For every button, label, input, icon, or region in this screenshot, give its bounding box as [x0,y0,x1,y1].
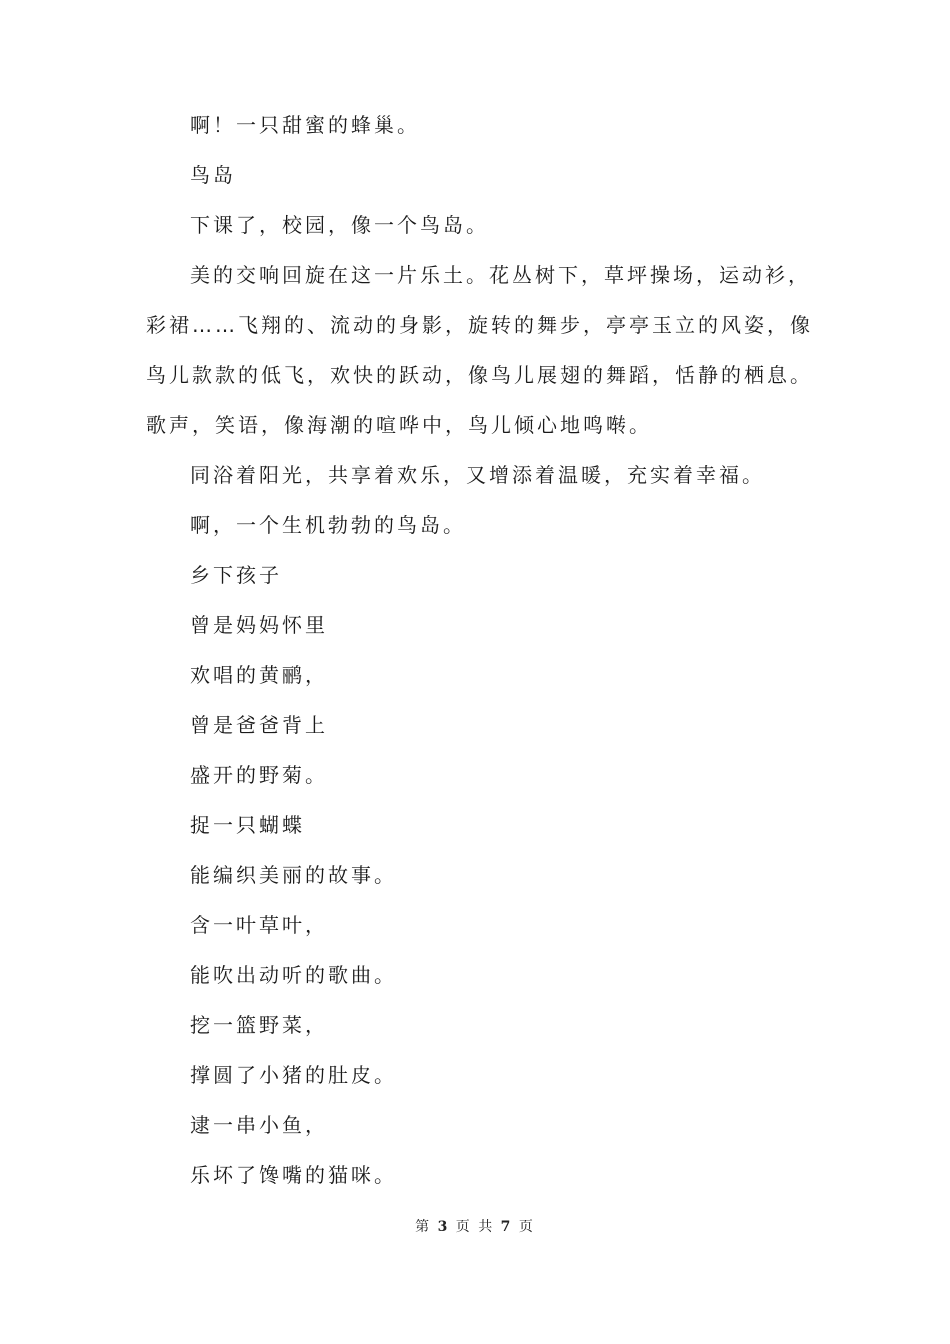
poem-line: 能编织美丽的故事。 [190,863,397,887]
poem-line: 乐坏了馋嘴的猫咪。 [190,1163,397,1187]
paragraph: 啊，一个生机勃勃的鸟岛。 [190,513,466,537]
poem-line: 曾是爸爸背上 [190,713,328,737]
page-footer [0,1216,950,1236]
total-page-count: 7 [500,1219,513,1235]
current-page-number: 3 [437,1219,450,1235]
paragraph: 美的交响回旋在这一片乐土。花丛树下，草坪操场，运动衫，彩裙……飞翔的、流动的身影，旋转的舞步，亭亭玉立的风姿，像鸟儿款款的低飞，欢快的跃动，像鸟儿展翅的舞蹈，恬静的栖息。歌声，笑语，像海潮的喧哗中，鸟儿倾心地鸣啭。 [146,263,813,437]
poem-line: 能吹出动听的歌曲。 [190,963,397,987]
footer-middle: 页 共 [455,1219,495,1235]
paragraph: 啊！一只甜蜜的蜂巢。 [190,113,420,137]
poem-line: 逮一串小鱼， [190,1113,328,1137]
section-heading: 鸟岛 [190,163,236,187]
poem-line: 含一叶草叶， [190,913,328,937]
footer-prefix: 第 [415,1219,432,1235]
poem-line: 曾是妈妈怀里 [190,613,328,637]
poem-line: 欢唱的黄鹂， [190,663,328,687]
poem-line: 捉一只蝴蝶 [190,813,305,837]
paragraph: 同浴着阳光，共享着欢乐，又增添着温暖，充实着幸福。 [190,463,765,487]
poem-line: 撑圆了小猪的肚皮。 [190,1063,397,1087]
section-heading: 乡下孩子 [190,563,282,587]
document-body [146,100,826,1200]
poem-line: 挖一篮野菜， [190,1013,328,1037]
poem-line: 盛开的野菊。 [190,763,328,787]
paragraph: 下课了，校园，像一个鸟岛。 [190,213,489,237]
footer-suffix: 页 [518,1219,535,1235]
